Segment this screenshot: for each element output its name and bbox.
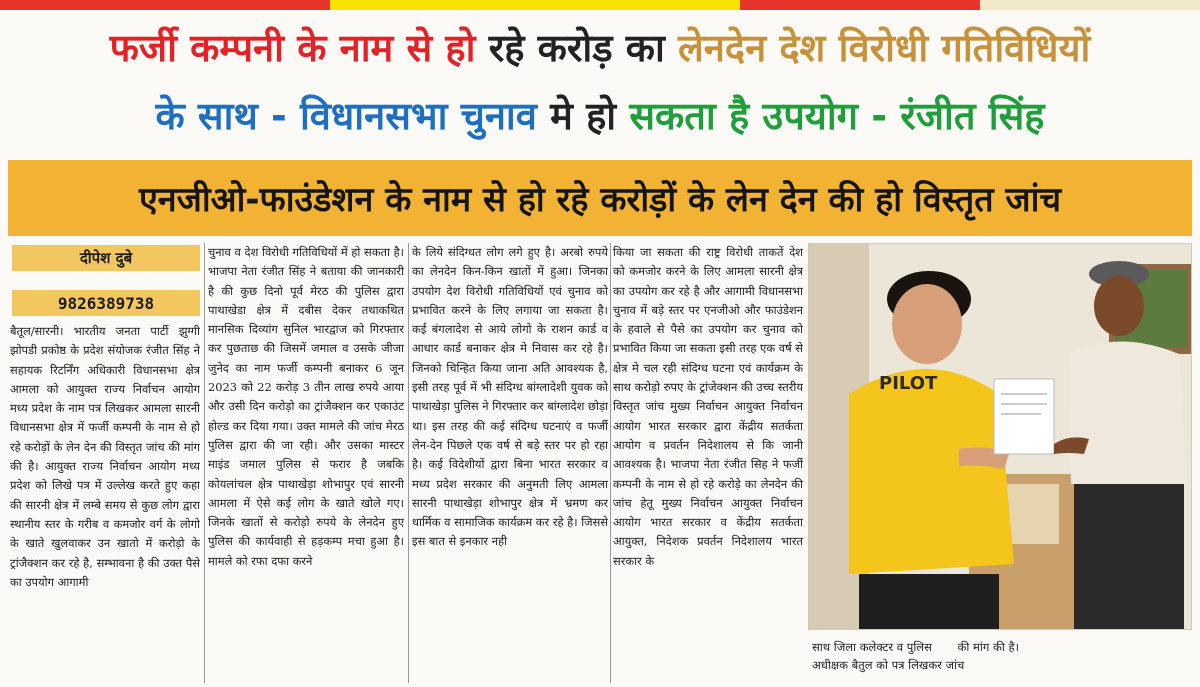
subheadline-banner (8, 160, 1192, 236)
caption-line-1 (812, 638, 1192, 656)
column-divider (408, 243, 409, 683)
column-divider (204, 243, 205, 683)
photo-caption (812, 638, 1192, 674)
strip-segment (740, 0, 980, 10)
column-divider (610, 243, 611, 683)
headline-line-1 (0, 20, 1200, 76)
headline-line-2 (0, 88, 1200, 144)
headline-part: के साथ - विधानसभा चुनाव (155, 94, 537, 138)
strip-segment (330, 0, 740, 10)
caption-text: साथ जिला कलेक्टर व पुलिस (812, 640, 932, 654)
article-column-3: के लिये संदिग्धत लोग लगे हुए है। अरबो रुपये का लेनदेन किन-किन खातों में हुआ। जिनका उपयोग देश विरोधी गतिविधियों एवं चुनाव को प्रभावित करने के लिए लगाया जा सकता है। कई बंगलादेश से आये लोगो के राशन कार्ड व आधार कार्ड बनाकर क्षेत्र मे निवास कर रहे है। जिनको चिन्हित किया जाना अति आवश्यक है, इसी तरह पूर्व में भी संदिग्ध बांग्लादेशी युवक को पाथाखेड़ा पुलिस ने गिरफ्तार कर बांग्लादेश छोड़ा था। इस तरह की कई संदिग्ध घटनाएं व फर्जी लेन-देन पिछले एक वर्ष से बड़े स्तर पर हो रहा है। कई विदेशीयों द्वारा बिना भारत सरकार व मध्य प्रदेश सरकार की अनुमती लिए आमला सारनी पाथाखेड़ा शोभापुर क्षेत्र में भ्रमण कर धार्मिक व सामाजिक कार्यक्रम कर रहे है। जिससे इस बात से इनकार नही (412, 245, 608, 549)
headline-part: - रंजीत सिंह (871, 94, 1045, 138)
headline-part: मे हो (550, 94, 617, 138)
caption-text: की मांग की है। (957, 640, 1019, 654)
article-column-1: बैतूल/सारनी। भारतीय जनता पार्टी झुग्गी झोपडी प्रकोष्ठ के प्रदेश संयोजक रंजीत सिंह ने सहायक रिटर्निंग अधिकारी विधानसभा क्षेत्र आमला को आयुक्त राज्य निर्वाचन आयोग मध्य प्रदेश के नाम पत्र लिखकर आमला सारनी विधानसभा क्षेत्र में फर्जी कम्पनी के नाम से हो रहे करोड़ों के लेन देन की विस्तृत जांच की मांग की है। आयुक्त राज्य निर्वाचन आयोग मध्य प्रदेश को लिखे पत्र में उल्लेख करते हुए कहा की सारनी क्षेत्र में लम्बे समय से कुछ लोग द्वारा स्थानीय स्तर के गरीब व कमजोर वर्ग के लोगो के खाते खुलवाकर उन खातो में करोड़ो के ट्रांजैक्शन कर रहे है, सम्भावना है की उक्त पैसे का उपयोग आगामी (10, 324, 200, 589)
article-column-4: किया जा सकता की राष्ट्र विरोधी ताकतें देश को कमजोर करने के लिए आमला सारनी क्षेत्र का उपयोग कर रहे है और आगामी विधानसभा चुनाव में बड़े स्तर पर एनजीओ और फाउंडेशन के हवाले से पैसे का उपयोग कर चुनाव को प्रभावित किया जा सकता इसी तरह एक वर्ष से क्षेत्र मे चल रही संदिग्ध घटना एवं कार्यक्रम के साथ करोड़ो रुपए के ट्रांजेक्शन की उच्च स्तरीय विस्तृत जांच मुख्य निर्वाचन आयुक्त निर्वाचन आयोग भारत सरकार द्वारा केंद्रीय सतर्कता आयोग व प्रवर्तन निदेशालय से कि जानी आवश्यक है। भाजपा नेता रंजीत सिह ने फर्जी कम्पनी के नाम से हो रहे करोड़े का लेनदेन की जांच हेतू मुख्य निर्वाचन आयुक्त निर्वाचन आयोग भारत सरकार व केंद्रीय सतर्कता आयुक्त, निदेशक प्रवर्तन निदेशालय भारत सरकार के (613, 245, 803, 568)
headline-part: फर्जी कम्पनी के नाम से हो (109, 26, 476, 70)
caption-line-2: अधीक्षक बैतुल को पत्र लिखकर जांच (812, 658, 965, 672)
top-color-strip (0, 0, 1200, 10)
strip-segment (980, 0, 1200, 10)
headline-part: लेनदेन देश विरोधी गतिविधियों (678, 26, 1091, 70)
photo-illustration (809, 244, 1192, 630)
headline-part: रहे करोड़ का (488, 26, 665, 70)
article-column-2: चुनाव व देश विरोधी गतिविधियों में हो सकता है। भाजपा नेता रंजीत सिंह ने बताया की जानकारी है की कुछ दिनो पूर्व मेरठ की पुलिस द्वारा पाथाखेडा क्षेत्र में दबीस देकर तथाकथित मानसिक दिव्यांग सुनिल भारद्वाज को गिरफ्तार कर पुछताछ की जिसमें जमाल व उसके जीजा जुनेद का नाम फर्जी कम्पनी बनाकर 6 जून 2023 को 22 करोड़ 3 तीन लाख रुपये आया और उसी दिन करोड़ो का ट्रांजैक्शन कर एकाउंट होल्ड कर दिया गया। उक्त मामले की जांच मेरठ पुलिस द्वारा की जा रही। और उसका मास्टर माइंड जमाल पुलिस से फरार है जबकि कोयलांचल क्षेत्र पाथाखेड़ा शोभापुर एवं सारनी आमला में ऐसे कई लोग के खाते खोले गए। जिनके खातों से करोड़ो रुपये के लेनदेन हुए पुलिस की कार्यवाही से हड़कम्प मचा हुआ है। मामले को रफा दफा करने (208, 245, 404, 568)
byline-name: दीपेश दुबे (12, 245, 200, 271)
news-photo (808, 243, 1192, 630)
strip-segment (0, 0, 330, 10)
byline-phone: 9826389738 (12, 290, 200, 316)
shirt-text: PILOT (879, 373, 938, 394)
subheadline: एनजीओ-फाउंडेशन के नाम से हो रहे करोड़ों के लेन देन की हो विस्तृत जांच (138, 180, 1062, 220)
headline-part: सकता है उपयोग (629, 94, 859, 138)
